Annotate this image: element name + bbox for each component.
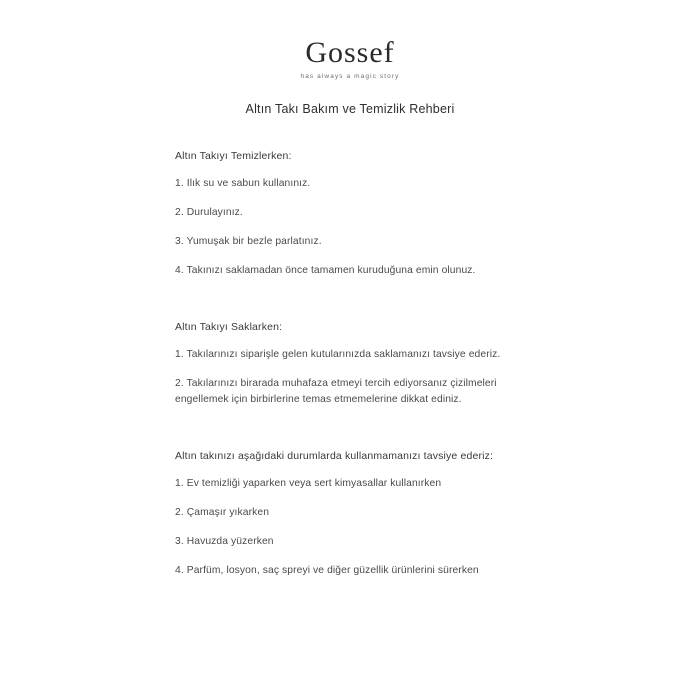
section-heading: Altın Takıyı Temizlerken: <box>175 150 292 162</box>
section-spacer <box>175 434 535 450</box>
list-item: 1. Ilık su ve sabun kullanınız. <box>175 178 311 189</box>
list-item: 2. Çamaşır yıkarken <box>175 506 270 518</box>
brand-tagline: has always a magic story <box>300 73 400 80</box>
brand-name: Gossef <box>305 36 395 69</box>
section-storing <box>175 321 535 408</box>
list-item: 4. Parfüm, losyon, saç spreyi ve diğer güzellik ürünlerini sürerken <box>175 564 479 576</box>
list-item: 3. Yumuşak bir bezle parlatınız. <box>175 235 322 247</box>
page-title: Altın Takı Bakım ve Temizlik Rehberi <box>245 102 455 116</box>
section-cleaning <box>175 150 535 279</box>
section-heading: Altın takınızı aşağıdaki durumlarda kullanmamanızı tavsiye ederiz: <box>175 449 494 462</box>
section-avoid <box>175 450 535 579</box>
brand-logo <box>0 0 700 80</box>
list-item: 1. Ev temizliği yaparken veya sert kimyasallar kullanırken <box>175 477 442 489</box>
section-spacer <box>175 305 535 321</box>
list-item: 2. Takılarınızı birarada muhafaza etmeyi tercih ediyorsanız çizilmeleri engellemek için birbirlerine temas etmemelerine dikkat ediniz. <box>175 377 497 405</box>
section-heading: Altın Takıyı Saklarken: <box>175 320 283 333</box>
list-item: 3. Havuzda yüzerken <box>175 535 274 547</box>
list-item: 1. Takılarınızı siparişle gelen kutularınızda saklamanızı tavsiye ederiz. <box>175 348 501 360</box>
list-item: 2. Durulayınız. <box>175 206 243 218</box>
document-body <box>175 150 535 578</box>
list-item: 4. Takınızı saklamadan önce tamamen kuruduğuna emin olunuz. <box>175 264 476 276</box>
